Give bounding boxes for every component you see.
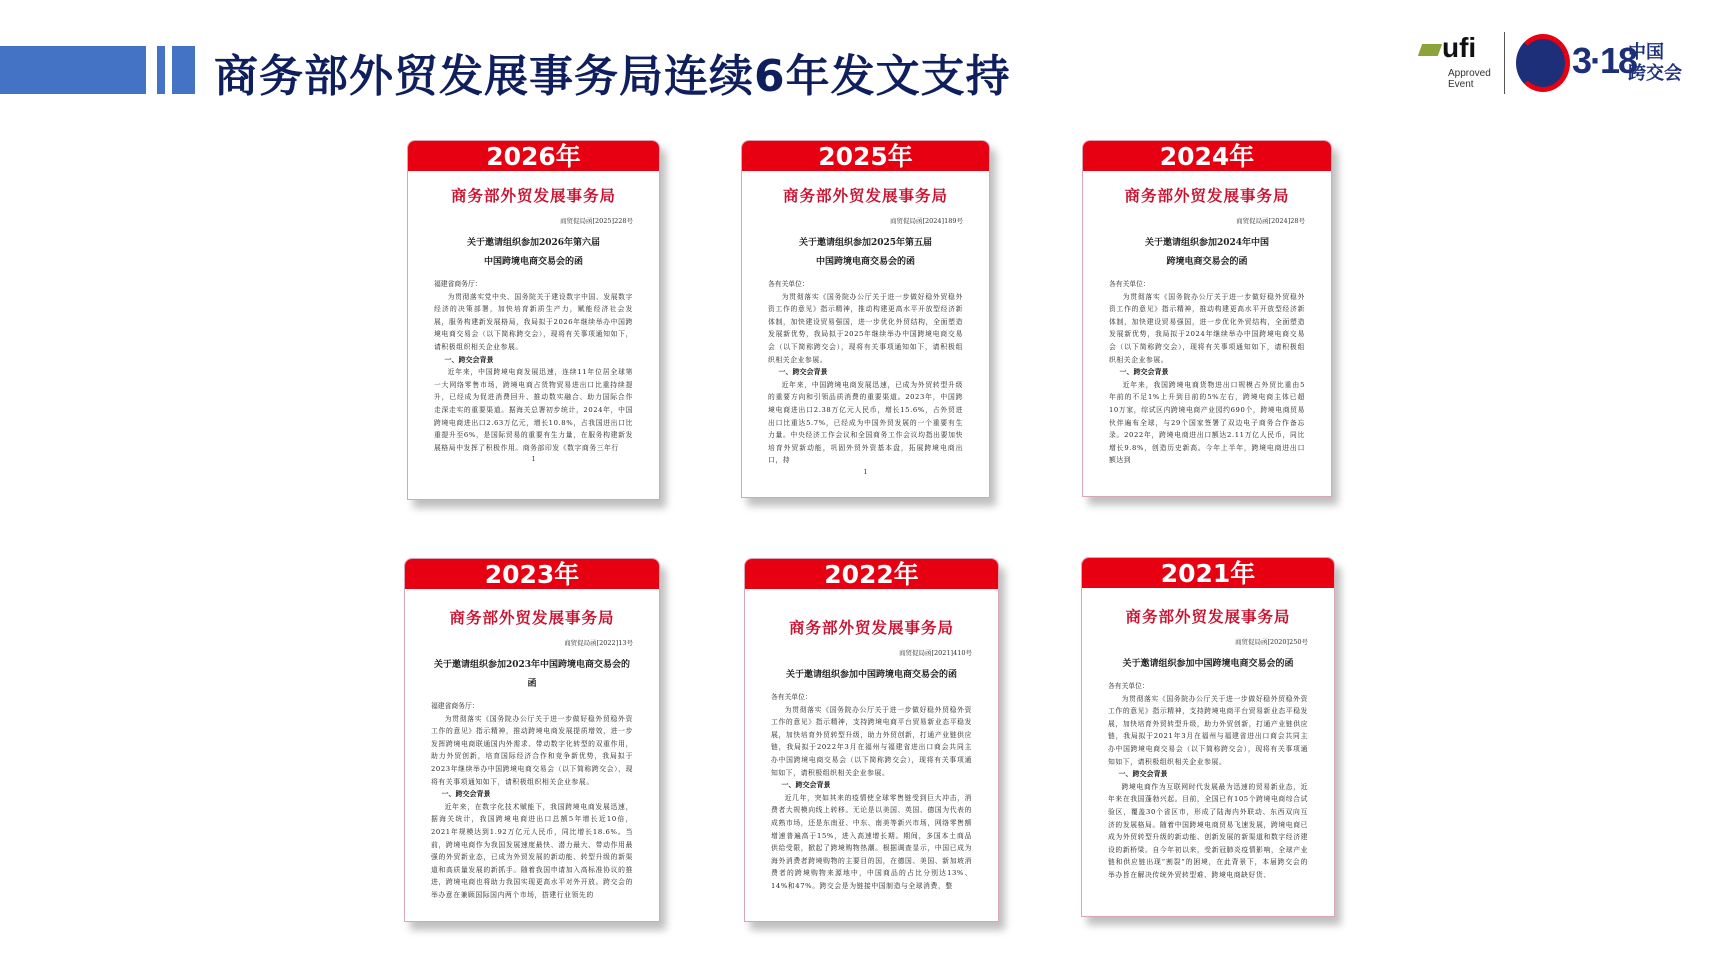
- year-label: 2022年: [745, 559, 998, 589]
- salutation: 各有关单位：: [1108, 682, 1149, 690]
- document-title: [434, 234, 633, 272]
- salutation: 福建省商务厅：: [431, 702, 479, 710]
- document-card-2024: [1082, 140, 1332, 497]
- document-number: 商贸促局函[2022]13号: [564, 639, 633, 647]
- document-card-2025: [741, 140, 990, 498]
- title-accent-bar: [0, 46, 146, 94]
- document-title-line: 关于邀请组织参加2024年中国: [1144, 238, 1270, 248]
- document-page: [742, 184, 989, 484]
- year-label: 2026年: [408, 141, 659, 171]
- document-title: [431, 656, 633, 694]
- document-title-line: 跨境电商交易会的函: [1166, 257, 1248, 267]
- body-paragraph: 近年来，在数字化技术赋能下，我国跨境电商发展迅速，据海关统计，我国跨境电商进出口总额5年增长近10倍，2021年规模达到1.92万亿元人民币，同比增长18.6%。当前，跨境电商作为我国发展速度最快、潜力最大、带动作用最强的外贸新业态，已成为外贸发展的新动能、转型升级的新渠道和高质量发展的新抓手。随着我国申请加入高标准协议的推进，跨境电商也将助力我国实现更高水平对外开放。跨交会的举办意在兼顾国际国内两个市场，搭建行业领先的: [431, 802, 633, 899]
- document-number: 商贸促局函[2025]228号: [559, 217, 633, 225]
- section-heading: 一、跨交会背景: [1119, 367, 1169, 377]
- ufi-approved-event: [1448, 68, 1491, 90]
- document-number: 商贸促局函[2020]250号: [1234, 638, 1308, 646]
- page-number: 1: [531, 456, 536, 464]
- salutation: 各有关单位：: [1109, 280, 1150, 288]
- salutation: 各有关单位：: [771, 693, 812, 701]
- document-title-line: 关于邀请组织参加中国跨境电商交易会的函: [785, 670, 957, 680]
- agency-name: 商务部外贸发展事务局: [1125, 607, 1291, 626]
- year-label: 2023年: [405, 559, 659, 589]
- ufi-logo-text: ufi: [1442, 32, 1477, 63]
- title-accent-bar: [157, 46, 165, 94]
- salutation: 福建省商务厅：: [434, 280, 482, 288]
- agency-name: 商务部外贸发展事务局: [449, 608, 615, 627]
- body-paragraph: 近年来，中国跨境电商发展迅速，连续11年位居全球第一大网络零售市场，跨境电商占货物贸易进出口比重持续提升，已经成为促进消费回升、推动数实融合、助力国际合作走深走实的重要渠道。据海关总署初步统计，2024年，中国跨境电商进出口2.63万亿元，增长10.8%，占我国进出口比重提升至6%，是国际贸易的重要有生力量，在服务构建新发展格局中发挥了积极作用。商务部印发《数字商务三年行: [434, 368, 633, 452]
- document-title: [768, 234, 963, 272]
- ufi-approved: Approved: [1448, 68, 1491, 79]
- document-title-line: 关于邀请组织参加2026年第六届: [466, 238, 601, 248]
- ufi-event: Event: [1448, 79, 1474, 90]
- intro-paragraph: 为贯彻落实《国务院办公厅关于进一步做好稳外贸稳外资工作的意见》指示精神，支持跨境电商平台贸易新业态平稳发展，加快培育外贸转型升级，助力外贸创新，打通产业链供应链，我局拟于2022年3月在福州与福建省进出口商会共同主办中国跨境电商交易会（以下简称跨交会），现将有关事项通知如下，请积极组织相关企业参展。: [771, 705, 972, 777]
- ufi-mark-icon: [1418, 44, 1442, 56]
- intro-paragraph: 为贯彻落实《国务院办公厅关于进一步做好稳外贸稳外资工作的意见》指示精神，支持跨境电商平台贸易新业态平稳发展，加快培育外贸转型升级，助力外贸创新，打通产业链供应链，我局拟于2021年3月在福州与福建省进出口商会共同主办中国跨境电商交易会（以下简称跨交会），现将有关事项通知如下，请积极组织相关企业参展。: [1108, 694, 1308, 766]
- agency-name: 商务部外贸发展事务局: [450, 186, 616, 205]
- section-heading: 一、跨交会背景: [778, 367, 828, 377]
- document-number: 商贸促局函[2021]410号: [898, 649, 972, 657]
- body-paragraph: 近年来，中国跨境电商发展迅速，已成为外贸转型升级的重要方向和引领品质消费的重要渠道。2023年，中国跨境电商进出口2.38万亿元人民币，增长15.6%，占外贸进出口比重达5.7%，已经成为中国外贸发展的一个重要有生力量。中央经济工作会议和全国商务工作会议均指出要加快培育外贸新动能，巩固外贸外资基本盘，拓展跨境电商出口，持: [768, 380, 963, 465]
- event-name: [1628, 42, 1698, 84]
- agency-name: 商务部外贸发展事务局: [1124, 186, 1290, 205]
- page-number: 1: [863, 468, 868, 476]
- globe-icon: [1516, 34, 1570, 92]
- event-name-line: 中国: [1628, 42, 1664, 63]
- document-title: [1108, 655, 1308, 674]
- salutation: 各有关单位：: [768, 280, 809, 288]
- section-heading: 一、跨交会背景: [1118, 769, 1168, 779]
- agency-name: 商务部外贸发展事务局: [788, 618, 954, 637]
- document-number: 商贸促局函[2024]189号: [889, 217, 963, 225]
- section-heading: 一、跨交会背景: [781, 780, 831, 790]
- section-heading: 一、跨交会背景: [444, 354, 494, 364]
- document-card-2022: [744, 558, 999, 922]
- year-label: 2021年: [1082, 558, 1334, 588]
- year-label: 2025年: [742, 141, 989, 171]
- intro-paragraph: 为贯彻落实《国务院办公厅关于进一步做好稳外贸稳外资工作的意见》指示精神，推动构建更高水平开放型经济新体制，加快建设贸易强国，进一步优化外贸结构，全面塑造发展新优势，我局拟于2025年继续举办中国跨境电商交易会（以下简称跨交会），现将有关事项通知如下，请积极组织相关企业参展。: [768, 292, 963, 364]
- title-accent-bar: [172, 46, 195, 94]
- document-number: 商贸促局函[2024]28号: [1236, 217, 1305, 225]
- document-page: [1082, 588, 1334, 890]
- document-title: [1109, 234, 1305, 272]
- page-title: 商务部外贸发展事务局连续6年发文支持: [214, 51, 1011, 102]
- document-page: [1083, 184, 1331, 475]
- document-title-line: 中国跨境电商交易会的函: [815, 257, 915, 267]
- event-name-line: 跨交会: [1628, 63, 1682, 84]
- document-title-line: 中国跨境电商交易会的函: [483, 257, 583, 267]
- document-card-2026: [407, 140, 660, 500]
- body-paragraph: 跨境电商作为互联网时代发展最为迅速的贸易新业态，近年来在我国蓬勃兴起。目前，全国已有105个跨境电商综合试验区，覆盖30个省区市，形成了陆海内外联动、东西双向互济的发展格局。随着中国跨境电商贸易飞速发展，跨境电商已成为外贸转型升级的新动能、创新发展的新渠道和数字经济建设的新桥梁。自今年初以来，受新冠肺炎疫情影响，全球产业链和供应链出现“割裂”的困境，在此背景下，本届跨交会的举办旨在解决传统外贸转型难、跨境电商缺好货、: [1108, 782, 1308, 879]
- year-label: 2024年: [1083, 141, 1331, 171]
- intro-paragraph: 为贯彻落实《国务院办公厅关于进一步做好稳外贸稳外资工作的意见》指示精神，推动构建更高水平开放型经济新体制，加快建设贸易强国，进一步优化外贸结构，全面塑造发展新优势，我局拟于2024年继续举办中国跨境电商交易会（以下简称跨交会），现将有关事项通知如下，请积极组织相关企业参展。: [1109, 292, 1305, 364]
- section-heading: 一、跨交会背景: [441, 789, 491, 799]
- document-page: [405, 589, 659, 910]
- document-page: [408, 184, 659, 471]
- document-page: [745, 589, 998, 901]
- document-title: [771, 666, 972, 685]
- event-number: 3·18: [1572, 40, 1637, 81]
- document-title-line: 关于邀请组织参加2023年中国跨境电商交易会的函: [433, 660, 631, 689]
- intro-paragraph: 为贯彻落实党中央、国务院关于建设数字中国、发展数字经济的决策部署，加快培育新质生产力，赋能经济社会发展，服务构建新发展格局，我局拟于2026年继续举办中国跨境电商交易会（以下简称跨交会），现将有关事项通知如下，请积极组织相关企业参展。: [434, 292, 633, 351]
- document-card-2023: [404, 558, 660, 922]
- body-paragraph: 近年来，我国跨境电商货物进出口规模占外贸比重由5年前的不足1%上升到目前的5%左右，跨境电商主体已超10万家，综试区内跨境电商产业园约690个，跨境电商贸易伙伴遍布全球，与29个国家签署了双边电子商务合作备忘录。2022年，跨境电商进出口额达2.11万亿人民币，同比增长9.8%，创造历史新高。今年上半年，跨境电商进出口额达到: [1109, 380, 1305, 465]
- event-logo: [1412, 30, 1702, 100]
- body-paragraph: 近几年，突如其来的疫情使全球零售链受到巨大冲击，消费者大规模向线上转移。无论是以美国、英国、德国为代表的成熟市场，还是东南亚、中东、南美等新兴市场，网络零售额增速普遍高于15%，进入高速增长期。期间，多国本土商品供给受限，掀起了跨境购物热潮。根据调查显示，中国已成为海外消费者跨境购物的主要目的国，在德国、美国、新加坡消费者的跨境购物来源地中，中国商品的占比分别达13%、14%和47%。跨交会是为链接中国制造与全球消费，整: [771, 793, 972, 890]
- document-title-line: 关于邀请组织参加中国跨境电商交易会的函: [1122, 659, 1294, 669]
- logo-divider: [1504, 32, 1505, 94]
- agency-name: 商务部外贸发展事务局: [782, 186, 948, 205]
- intro-paragraph: 为贯彻落实《国务院办公厅关于进一步做好稳外贸稳外资工作的意见》指示精神，推动跨境电商发展提质增效，进一步发挥跨境电商联通国内外需求、带动数字化转型的双重作用，助力外贸创新，培育国际经济合作和竞争新优势，我局拟于2023年继续举办中国跨境电商交易会（以下简称跨交会），现将有关事项通知如下，请积极组织相关企业参展。: [431, 714, 633, 786]
- document-card-2021: [1081, 557, 1335, 917]
- document-title-line: 关于邀请组织参加2025年第五届: [798, 238, 933, 248]
